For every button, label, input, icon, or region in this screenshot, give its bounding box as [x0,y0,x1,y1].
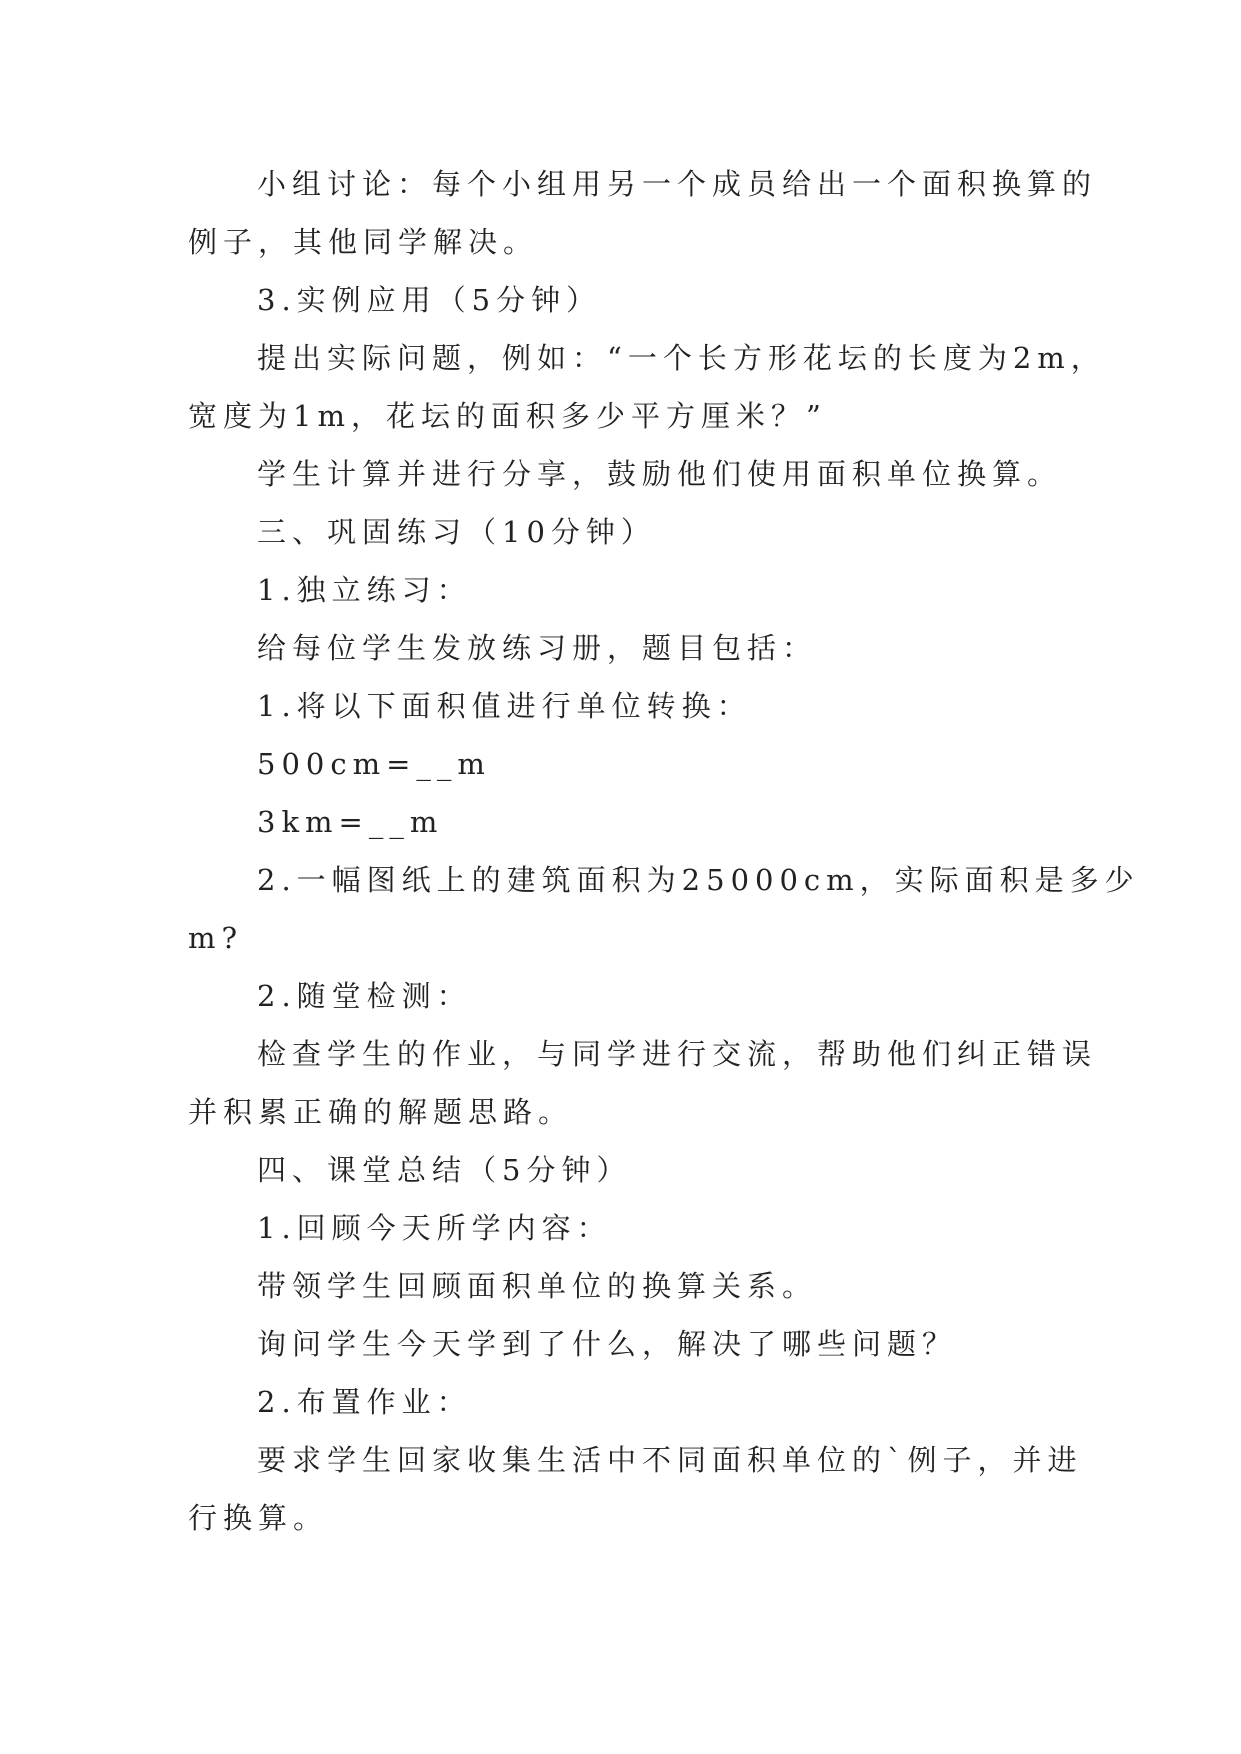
paragraph-line: 并积累正确的解题思路。 [188,1095,574,1129]
paragraph-line: 带领学生回顾面积单位的换算关系。 [257,1269,818,1303]
paragraph-line: 给每位学生发放练习册，题目包括： [257,631,818,665]
paragraph-line: 询问学生今天学到了什么，解决了哪些问题？ [257,1327,958,1361]
paragraph-line: m? [188,921,244,955]
section-heading: 3.实例应用（5分钟） [257,283,602,317]
subsection-heading: 2.布置作业： [257,1385,472,1419]
list-item: 1.将以下面积值进行单位转换： [257,689,752,723]
paragraph-line: 检查学生的作业，与同学进行交流，帮助他们纠正错误 [257,1037,1098,1071]
paragraph-line: 宽度为1m，花坛的面积多少平方厘米？” [188,399,827,433]
paragraph-line: 要求学生回家收集生活中不同面积单位的`例子，并进 [257,1443,1083,1477]
subsection-heading: 2.随堂检测： [257,979,472,1013]
section-heading: 三、巩固练习（10分钟） [257,515,656,549]
subsection-heading: 1.独立练习： [257,573,472,607]
paragraph-line: 小组讨论：每个小组用另一个成员给出一个面积换算的 [257,167,1098,201]
paragraph-line: 例子，其他同学解决。 [188,225,539,259]
list-item: 2.一幅图纸上的建筑面积为25000cm，实际面积是多少 [257,863,1140,897]
exercise-line: 500cm=__m [257,747,491,781]
section-heading: 四、课堂总结（5分钟） [257,1153,632,1187]
paragraph-line: 提出实际问题，例如：“一个长方形花坛的长度为2m， [257,341,1106,375]
subsection-heading: 1.回顾今天所学内容： [257,1211,612,1245]
paragraph-line: 学生计算并进行分享，鼓励他们使用面积单位换算。 [257,457,1063,491]
exercise-line: 3km=__m [257,805,444,839]
paragraph-line: 行换算。 [188,1501,329,1535]
